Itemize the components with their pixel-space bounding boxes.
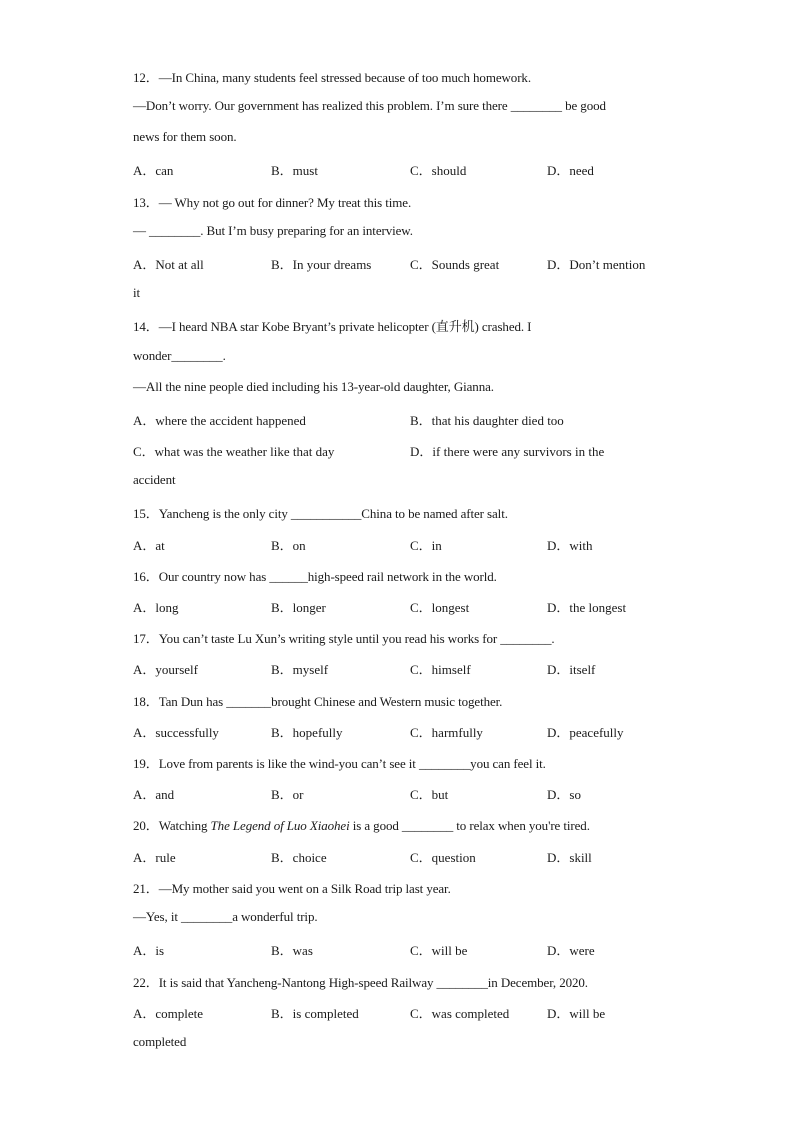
option-c: C．himself bbox=[410, 662, 471, 677]
question-12-line-1: 12．—In China, many students feel stressed because of too much homework. bbox=[133, 70, 531, 85]
option-b: B．myself bbox=[271, 662, 329, 677]
option-c: C．will be bbox=[410, 943, 468, 958]
option-c: C．but bbox=[410, 787, 449, 802]
option-d: D．peacefully bbox=[547, 725, 624, 740]
option-a: A．at bbox=[133, 538, 165, 553]
option-c: C．Sounds great bbox=[410, 257, 500, 272]
option-d: D．will be bbox=[547, 1006, 606, 1021]
question-13-line-2: — ________. But I’m busy preparing for an interview. bbox=[133, 223, 413, 238]
option-b: B．or bbox=[271, 787, 304, 802]
option-a: A．yourself bbox=[133, 662, 198, 677]
option-c: C．in bbox=[410, 538, 442, 553]
option-c: C．should bbox=[410, 163, 467, 178]
option-c: C．was completed bbox=[410, 1006, 510, 1021]
option-b: B．must bbox=[271, 163, 318, 178]
option-d: D．the longest bbox=[547, 600, 627, 615]
question-14-line-1: 14．—I heard NBA star Kobe Bryant’s private helicopter (直升机) crashed. I bbox=[133, 319, 532, 334]
question-20-prefix: 20．Watching bbox=[133, 818, 211, 833]
question-20-title: The Legend of Luo Xiaohei bbox=[210, 818, 350, 833]
option-a: A．rule bbox=[133, 850, 176, 865]
option-b: B．was bbox=[271, 943, 313, 958]
option-b: B．choice bbox=[271, 850, 327, 865]
question-18-line-1: 18．Tan Dun has _______brought Chinese and Western music together. bbox=[133, 694, 503, 709]
option-b: B．In your dreams bbox=[271, 257, 372, 272]
option-b: B．longer bbox=[271, 600, 326, 615]
question-21-line-1: 21．—My mother said you went on a Silk Road trip last year. bbox=[133, 881, 451, 896]
option-b: B．is completed bbox=[271, 1006, 359, 1021]
option-a: A．long bbox=[133, 600, 179, 615]
question-13-option-wrap: it bbox=[133, 285, 141, 300]
question-22-option-wrap: completed bbox=[133, 1034, 187, 1049]
option-d: D．itself bbox=[547, 662, 596, 677]
option-a: A．is bbox=[133, 943, 165, 958]
question-19-line-1: 19．Love from parents is like the wind-you can’t see it ________you can feel it. bbox=[133, 756, 546, 771]
question-12-line-2: —Don’t worry. Our government has realized this problem. I’m sure there ________ be good bbox=[133, 98, 606, 113]
option-d: D．skill bbox=[547, 850, 592, 865]
option-a: A．and bbox=[133, 787, 175, 802]
option-d: D．were bbox=[547, 943, 595, 958]
option-d: D．with bbox=[547, 538, 593, 553]
option-d: D．Don’t mention bbox=[547, 257, 646, 272]
question-14-line-3: —All the nine people died including his 13-year-old daughter, Gianna. bbox=[133, 379, 494, 394]
question-20-line-1 bbox=[133, 815, 590, 834]
question-20-suffix: is a good ________ to relax when you're tired. bbox=[349, 818, 590, 833]
question-14-line-2: wonder________. bbox=[133, 348, 226, 363]
option-c: C．harmfully bbox=[410, 725, 483, 740]
option-d: D．if there were any survivors in the bbox=[410, 444, 605, 459]
option-a: A．Not at all bbox=[133, 257, 204, 272]
question-15-line-1: 15．Yancheng is the only city ___________China to be named after salt. bbox=[133, 506, 508, 521]
question-13-line-1: 13．— Why not go out for dinner? My treat this time. bbox=[133, 195, 412, 210]
question-21-line-2: —Yes, it ________a wonderful trip. bbox=[133, 909, 318, 924]
question-12-line-3: news for them soon. bbox=[133, 129, 237, 144]
option-a: A．where the accident happened bbox=[133, 413, 306, 428]
option-a: A．can bbox=[133, 163, 174, 178]
question-22-line-1: 22．It is said that Yancheng-Nantong High-speed Railway ________in December, 2020. bbox=[133, 975, 588, 990]
option-b: B．on bbox=[271, 538, 306, 553]
option-a: A．successfully bbox=[133, 725, 219, 740]
option-b: B．that his daughter died too bbox=[410, 413, 564, 428]
option-c: C．question bbox=[410, 850, 476, 865]
question-14-option-wrap: accident bbox=[133, 472, 176, 487]
question-16-line-1: 16．Our country now has ______high-speed rail network in the world. bbox=[133, 569, 497, 584]
option-b: B．hopefully bbox=[271, 725, 343, 740]
question-17-line-1: 17．You can’t taste Lu Xun’s writing style until you read his works for ________. bbox=[133, 631, 555, 646]
option-a: A．complete bbox=[133, 1006, 204, 1021]
option-c: C．longest bbox=[410, 600, 470, 615]
option-d: D．so bbox=[547, 787, 581, 802]
option-d: D．need bbox=[547, 163, 594, 178]
option-c: C．what was the weather like that day bbox=[133, 444, 335, 459]
